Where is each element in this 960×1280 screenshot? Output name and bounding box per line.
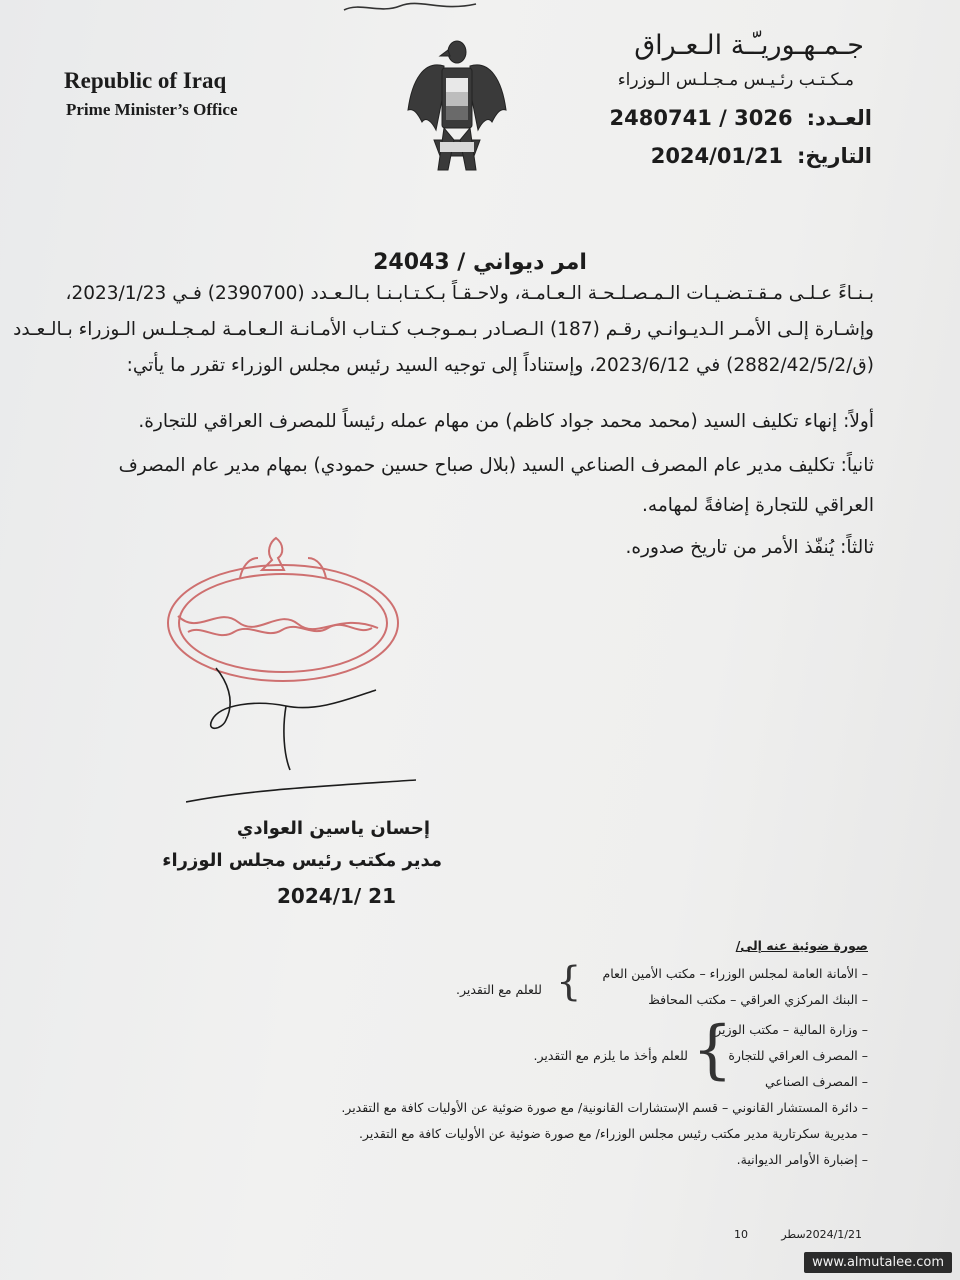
copy-recipient-label: وزارة المالية – مكتب الوزير bbox=[715, 1022, 858, 1037]
copy-recipient: – وزارة المالية – مكتب الوزير bbox=[715, 1022, 868, 1037]
copy-recipient: – البنك المركزي العراقي – مكتب المحافظ bbox=[648, 992, 868, 1007]
copy-recipient-label: دائرة المستشار القانوني – قسم الإستشارات القانونية/ مع صورة ضوئية عن الأوليات كافة مع التقدير. bbox=[341, 1100, 858, 1115]
group-note: للعلم وأخذ ما يلزم مع التقدير. bbox=[533, 1048, 688, 1063]
reference-number bbox=[610, 106, 872, 130]
signatory-role: مدير مكتب رئيس مجلس الوزراء bbox=[162, 850, 442, 871]
copies-heading: صورة ضوئية عنه إلى/ bbox=[735, 938, 868, 953]
copy-recipient: – المصرف العراقي للتجارة bbox=[728, 1048, 868, 1063]
handwritten-signature bbox=[186, 660, 416, 810]
copy-recipient: – المصرف الصناعي bbox=[765, 1074, 868, 1089]
bracket-icon: { bbox=[692, 1013, 733, 1087]
date-label: التاريخ: bbox=[796, 144, 872, 168]
order-line-3: (ق/2882/42/5/2) في 2023/6/12، وإستناداً إلى توجيه السيد رئيس مجلس الوزراء تقرر ما يأتي: bbox=[126, 355, 874, 376]
group-note: للعلم مع التقدير. bbox=[455, 982, 542, 997]
order-title: امر ديواني / 24043 bbox=[373, 250, 587, 275]
copy-recipient: – مديرية سكرتارية مدير مكتب رئيس مجلس الوزراء/ مع صورة ضوئية عن الأوليات كافة مع التقدير. bbox=[358, 1126, 868, 1141]
reference-label: العـدد: bbox=[806, 106, 872, 130]
bracket-icon: { bbox=[556, 959, 582, 1005]
document-date bbox=[651, 144, 872, 168]
copy-recipient: – الأمانة العامة لمجلس الوزراء – مكتب الأمين العام bbox=[602, 966, 868, 981]
order-line-1: بـنـاءً عـلـى مـقـتـضـيـات الـمـصـلـحـة الـعـامـة، ولاحـقـاً بـكـتـابـنـا بـالـعـدد (2390700) فـي 2023/1/23، bbox=[65, 283, 874, 304]
arabic-title: جـمـهـوريـّـة الـعـراق bbox=[634, 30, 864, 61]
signature-date: 2024/1/ 21 bbox=[277, 884, 396, 908]
footer-date: 2024/1/21سطر bbox=[781, 1228, 862, 1241]
copy-recipient-label: الأمانة العامة لمجلس الوزراء – مكتب الأمين العام bbox=[602, 966, 858, 981]
reference-value: 2480741 / 3026 bbox=[609, 106, 793, 130]
copy-recipient-label: إضبارة الأوامر الديوانية. bbox=[736, 1152, 858, 1167]
english-title: Republic of Iraq bbox=[64, 68, 227, 93]
arabic-subtitle: مـكـتـب رئـيـس مـجـلـس الـوزراء bbox=[617, 70, 854, 90]
eagle-emblem-icon bbox=[404, 30, 510, 180]
order-item-second: ثانياً: تكليف مدير عام المصرف الصناعي السيد (بلال صباح حسين حمودي) بمهام مدير عام المصرف bbox=[118, 455, 874, 476]
page-count: 10 bbox=[734, 1228, 748, 1241]
order-item-second-cont: العراقي للتجارة إضافةً لمهامه. bbox=[642, 495, 874, 516]
date-value: 2024/01/21 bbox=[650, 144, 783, 168]
watermark-link[interactable]: www.almutalee.com bbox=[804, 1252, 952, 1273]
handwritten-scrawl bbox=[340, 0, 480, 16]
copy-recipient-label: المصرف العراقي للتجارة bbox=[728, 1048, 858, 1063]
english-subtitle: Prime Minister’s Office bbox=[66, 100, 238, 119]
copy-recipient-label: مديرية سكرتارية مدير مكتب رئيس مجلس الوزراء/ مع صورة ضوئية عن الأوليات كافة مع التقدير. bbox=[358, 1126, 858, 1141]
copy-recipient-label: البنك المركزي العراقي – مكتب المحافظ bbox=[648, 992, 858, 1007]
order-item-third: ثالثاً: يُنفّذ الأمر من تاريخ صدوره. bbox=[625, 537, 874, 558]
copy-recipient-label: المصرف الصناعي bbox=[765, 1074, 858, 1089]
copy-recipient: – إضبارة الأوامر الديوانية. bbox=[736, 1152, 868, 1167]
signatory-name: إحسان ياسين العوادي bbox=[236, 818, 430, 839]
order-line-2: وإشـارة إلـى الأمـر الـديـوانـي رقـم (187) الـصـادر بـمـوجـب كـتـاب الأمـانـة الـعـامـة لمـجـلـس الـوزراء بـالـعـدد bbox=[13, 319, 874, 340]
order-item-first: أولاً: إنهاء تكليف السيد (محمد محمد جواد كاظم) من مهام عمله رئيساً للمصرف العراقي للتجارة. bbox=[138, 411, 874, 432]
copy-recipient: – دائرة المستشار القانوني – قسم الإستشارات القانونية/ مع صورة ضوئية عن الأوليات كافة مع التقدير. bbox=[341, 1100, 868, 1115]
